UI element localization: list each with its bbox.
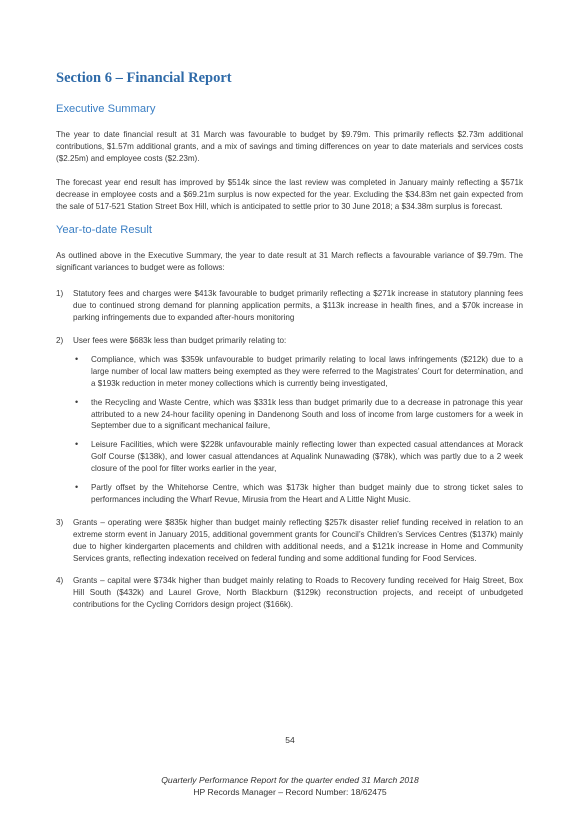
- ytd-result-heading: Year-to-date Result: [56, 224, 152, 237]
- bullet-text: Compliance, which was $359k unfavourable to budget primarily relating to local laws infringements ($212k) due to a large number of local law matters being exempted as they were referred to the Magistrates’ Court for determination, and a $193k reduction in meter money collections which is currently being investigated,: [91, 354, 523, 388]
- item-text: Grants – operating were $835k higher than budget mainly reflecting $257k disaster relief funding received in relation to an extreme storm event in January 2015, additional government grants for Council’s Children’s Services Centres ($137k) mainly due to higher kindergarten placements and children with additional needs, and a $121k increase in Home and Community Services grants, reflecting indexation received on federal funding and some additional funding for Food Services.: [73, 517, 523, 563]
- bullet-icon: •: [75, 396, 79, 407]
- item-text: Statutory fees and charges were $413k favourable to budget primarily reflecting a $271k increase in statutory planning fees due to continued strong demand for planning application permits, a $113k increase in health fines, and a $70k increase in parking infringements due to expanded after-hours monitoring: [73, 289, 523, 323]
- report-content: [56, 70, 523, 622]
- page-number: 54: [285, 735, 295, 745]
- variance-item: [56, 517, 523, 565]
- footer-report-title: Quarterly Performance Report for the quarter ended 31 March 2018: [161, 775, 419, 785]
- item-text: Grants – capital were $734k higher than budget mainly relating to Roads to Recovery funding received for Haig Street, Box Hill South ($432k) and Laurel Grove, North Blackburn ($129k) reconstruction projects, and receipt of unbudgeted contributions for the Cycling Corridors design project ($166k).: [73, 576, 523, 610]
- executive-summary-paragraph: The year to date financial result at 31 March was favourable to budget by $9.79m. This primarily reflects $2.73m additional contributions, $1.57m additional grants, and a mix of savings and timing differences on year to date materials and services costs ($2.25m) and employee costs ($2.23m).: [56, 130, 523, 163]
- item-number: 1): [56, 289, 64, 299]
- variance-item: [56, 575, 523, 611]
- item-number: 4): [56, 576, 64, 586]
- sub-bullet-item: [73, 439, 523, 475]
- page-footer: [0, 775, 580, 798]
- executive-summary-heading: Executive Summary: [56, 103, 156, 115]
- sub-bullet-item: [73, 354, 523, 390]
- item-number: 3): [56, 517, 64, 527]
- ytd-intro-paragraph: As outlined above in the Executive Summary, the year to date result at 31 March reflects a favourable variance of $9.79m. The significant variances to budget were as follows:: [56, 251, 523, 273]
- section-title: Section 6 – Financial Report: [56, 70, 232, 86]
- footer-record-number: HP Records Manager – Record Number: 18/62475: [193, 786, 387, 797]
- sub-bullet-item: [73, 482, 523, 506]
- executive-summary-paragraph: The forecast year end result has improved by $514k since the last review was completed in January mainly reflecting a $571k decrease in employee costs and a $69.21m surplus is now expected for the year. Excluding the $34.83m net gain expected from the sale of 517-521 Station Street Box Hill, which is anticipated to settle prior to 30 June 2018; a $34.38m surplus is forecast.: [56, 177, 523, 211]
- bullet-text: Leisure Facilities, which were $228k unfavourable mainly reflecting lower than expected casual attendances at Morack Golf Course ($138k), and lower casual attendances at Aqualink Nunawading ($78k), which was partly due to a 2 week closure of the pool for filter works earlier in the year,: [91, 440, 523, 474]
- item-number: 2): [56, 335, 64, 345]
- bullet-text: the Recycling and Waste Centre, which was $331k less than budget primarily due to a decrease in patronage this year attributed to a new 24-hour facility opening in Dandenong South and loss of income from large customers for a week in September due to a significant mechanical failure,: [91, 397, 523, 431]
- sub-bullet-list: [73, 354, 523, 506]
- bullet-text: Partly offset by the Whitehorse Centre, which was $173k higher than budget mainly due to strong ticket sales to performances including the Wharf Revue, Mirusia from the Heart and A Little Night Music.: [91, 483, 523, 504]
- bullet-icon: •: [75, 482, 79, 493]
- variance-item: [56, 288, 523, 324]
- item-text: User fees were $683k less than budget primarily relating to:: [73, 335, 287, 345]
- variance-list: [56, 288, 523, 611]
- bullet-icon: •: [75, 353, 79, 364]
- sub-bullet-item: [73, 397, 523, 433]
- bullet-icon: •: [75, 439, 79, 450]
- variance-item: [56, 335, 523, 506]
